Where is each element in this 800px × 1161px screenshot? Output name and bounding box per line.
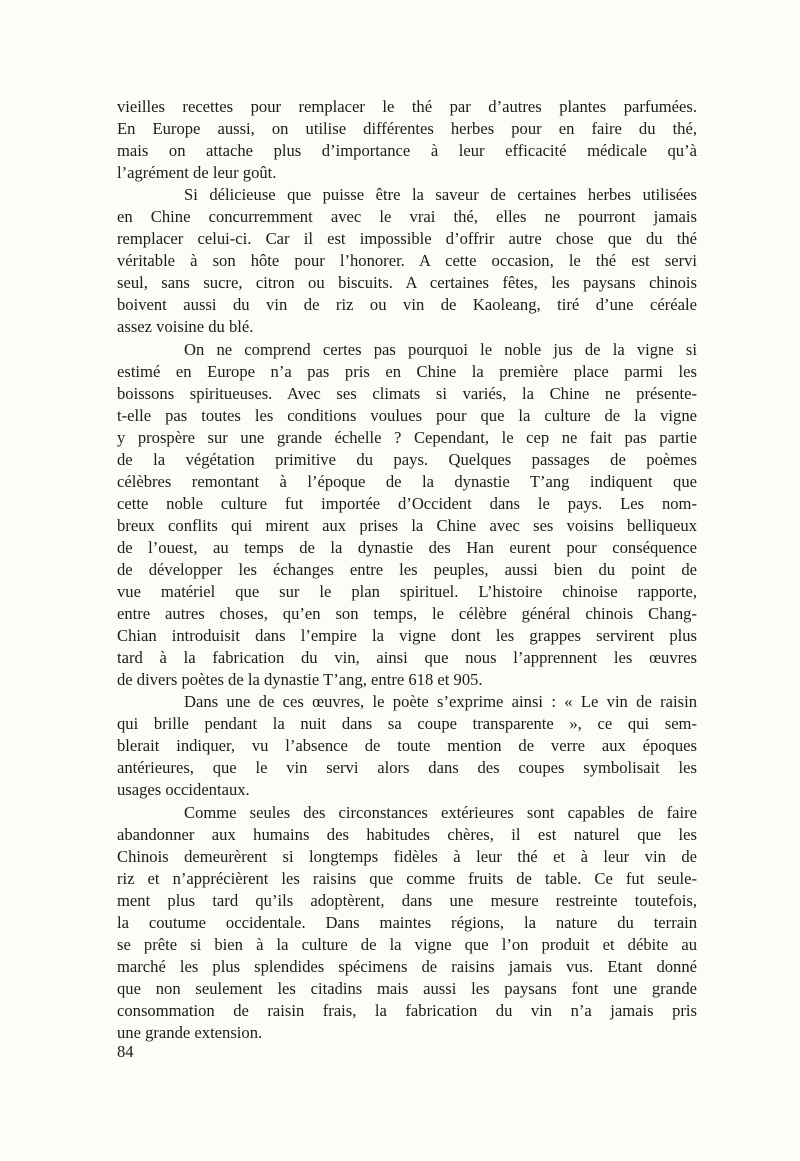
text-line: On ne comprend certes pas pourquoi le noble jus de la vigne si	[184, 339, 697, 359]
text-line: breux conflits qui mirent aux prises la Chine avec ses voisins belliqueux	[117, 515, 697, 535]
text-line: antérieures, que le vin servi alors dans des coupes symbolisait les	[117, 758, 697, 778]
text-line: se prête si bien à la culture de la vigne que l’on produit et débite au	[117, 934, 697, 954]
text-line: consommation de raisin frais, la fabrication du vin n’a jamais pris	[117, 1000, 697, 1020]
text-line: entre autres choses, qu’en son temps, le célèbre général chinois Chang-	[117, 604, 697, 624]
text-block	[117, 96, 697, 1044]
text-line: de divers poètes de la dynastie T’ang, entre 618 et 905.	[117, 670, 483, 690]
text-line: t-elle pas toutes les conditions voulues pour que la culture de la vigne	[117, 405, 697, 425]
text-line: En Europe aussi, on utilise différentes herbes pour en faire du thé,	[117, 119, 697, 139]
text-line: assez voisine du blé.	[117, 317, 254, 337]
text-line: vue matériel que sur le plan spirituel. L’histoire chinoise rapporte,	[117, 582, 697, 602]
text-line: Si délicieuse que puisse être la saveur de certaines herbes utilisées	[184, 185, 697, 205]
text-line: abandonner aux humains des habitudes chères, il est naturel que les	[117, 824, 697, 844]
text-line: une grande extension.	[117, 1022, 263, 1042]
text-line: célèbres remontant à l’époque de la dynastie T’ang indiquent que	[117, 471, 697, 491]
text-line: tard à la fabrication du vin, ainsi que nous l’apprennent les œuvres	[117, 648, 697, 668]
text-line: estimé en Europe n’a pas pris en Chine la première place parmi les	[117, 361, 697, 381]
text-line: boivent aussi du vin de riz ou vin de Kaoleang, tiré d’une céréale	[117, 295, 697, 315]
text-line: de développer les échanges entre les peuples, aussi bien du point de	[117, 559, 697, 579]
text-line: Dans une de ces œuvres, le poète s’exprime ainsi : « Le vin de raisin	[184, 692, 697, 712]
text-line: de l’ouest, au temps de la dynastie des Han eurent pour conséquence	[117, 537, 697, 557]
text-line: marché les plus splendides spécimens de raisins jamais vus. Etant donné	[117, 956, 697, 976]
text-line: riz et n’apprécièrent les raisins que comme fruits de table. Ce fut seule-	[117, 868, 697, 888]
text-line: cette noble culture fut importée d’Occident dans le pays. Les nom-	[117, 493, 697, 513]
text-line: Chian introduisit dans l’empire la vigne dont les grappes servirent plus	[117, 626, 697, 646]
text-line: la coutume occidentale. Dans maintes régions, la nature du terrain	[117, 912, 697, 932]
text-line: y prospère sur une grande échelle ? Cependant, le cep ne fait pas partie	[117, 427, 697, 447]
text-line: blerait indiquer, vu l’absence de toute mention de verre aux époques	[117, 736, 697, 756]
text-line: ment plus tard qu’ils adoptèrent, dans une mesure restreinte toutefois,	[117, 890, 697, 910]
text-line: en Chine concurremment avec le vrai thé, elles ne pourront jamais	[117, 207, 697, 227]
text-line: seul, sans sucre, citron ou biscuits. A certaines fêtes, les paysans chinois	[117, 273, 697, 293]
text-line: mais on attache plus d’importance à leur efficacité médicale qu’à	[117, 141, 697, 161]
text-line: qui brille pendant la nuit dans sa coupe transparente », ce qui sem-	[117, 714, 697, 734]
text-line: que non seulement les citadins mais aussi les paysans font une grande	[117, 978, 697, 998]
text-line: l’agrément de leur goût.	[117, 163, 277, 183]
text-line: de la végétation primitive du pays. Quelques passages de poèmes	[117, 449, 697, 469]
text-line: vieilles recettes pour remplacer le thé par d’autres plantes parfumées.	[117, 97, 697, 116]
text-line: boissons spiritueuses. Avec ses climats si variés, la Chine ne présente-	[117, 383, 697, 403]
page-body	[117, 96, 697, 1044]
text-line: véritable à son hôte pour l’honorer. A cette occasion, le thé est servi	[117, 251, 697, 271]
text-line: usages occidentaux.	[117, 780, 250, 800]
text-line: Chinois demeurèrent si longtemps fidèles à leur thé et à leur vin de	[117, 846, 697, 866]
text-line: Comme seules des circonstances extérieures sont capables de faire	[184, 802, 697, 822]
text-line: remplacer celui-ci. Car il est impossible d’offrir autre chose que du thé	[117, 229, 697, 249]
page-number: 84	[117, 1042, 134, 1061]
